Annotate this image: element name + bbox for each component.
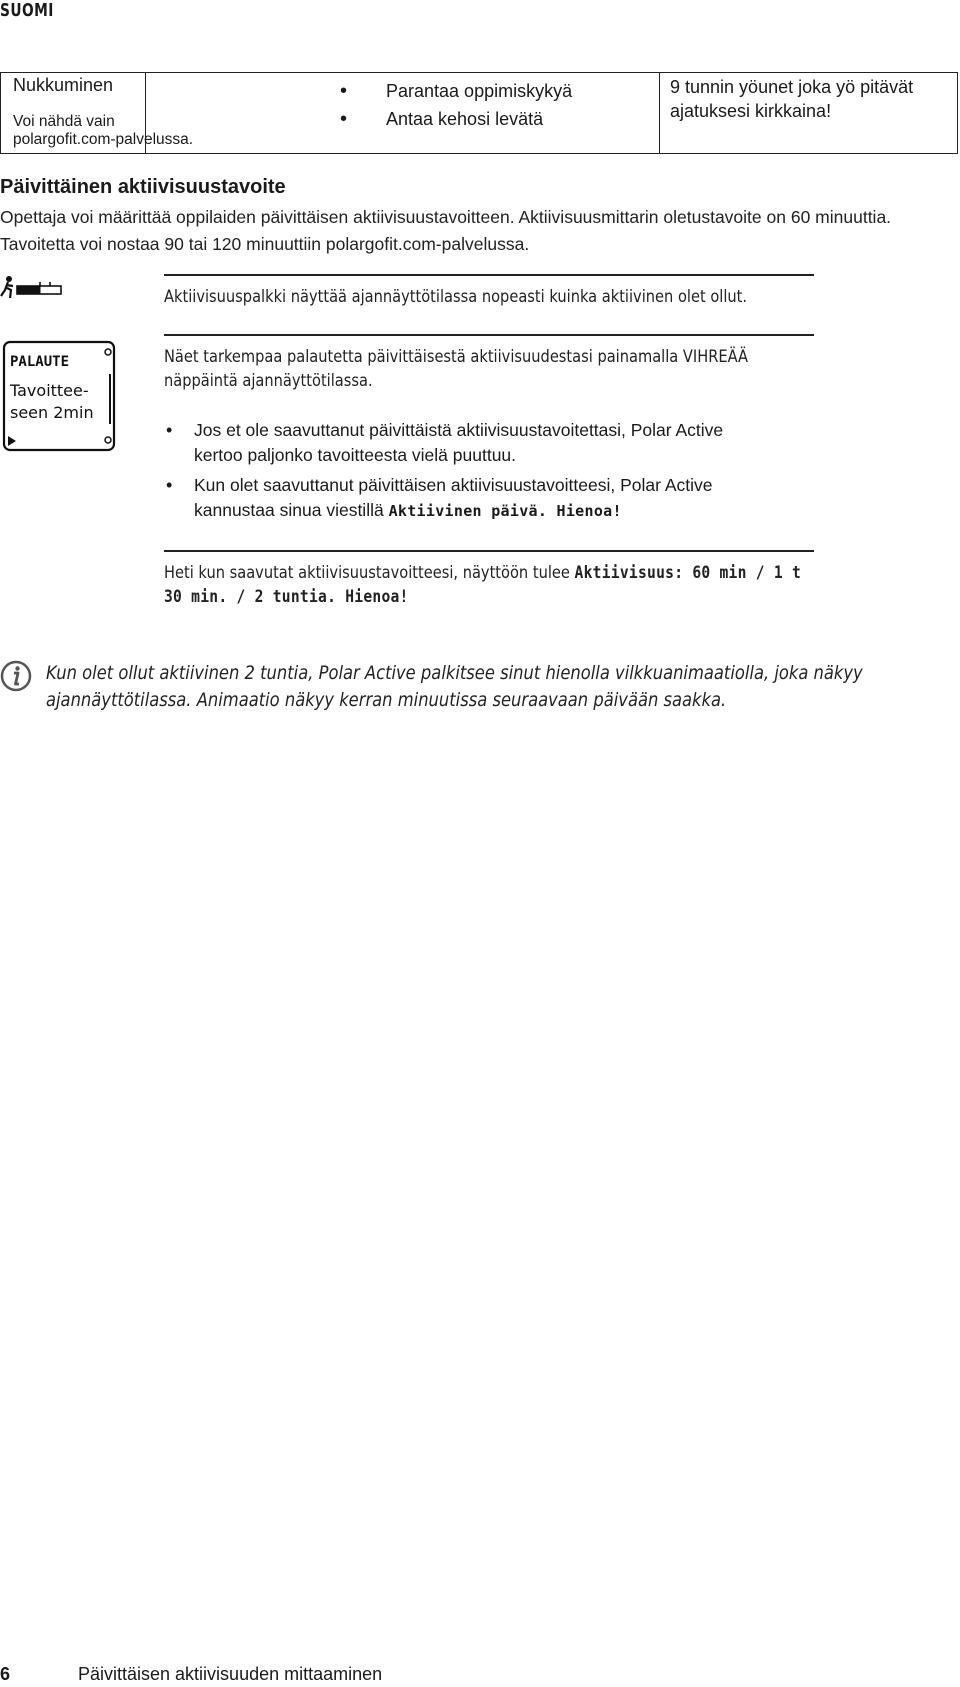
sleep-note-line1: Voi nähdä vain [13, 113, 115, 130]
watch-title: PALAUTE [10, 354, 70, 370]
sleep-table-col1 [1, 73, 194, 153]
sleep-benefits-list [340, 77, 572, 133]
activity-bar-text: Aktiivisuuspalkki näyttää ajannäyttötilassa nopeasti kuinka aktiivinen olet ollut. [164, 287, 748, 307]
watch-line1: Tavoittee- [10, 381, 89, 400]
bullet2-line2 [194, 498, 824, 524]
goal-reached-line2 [164, 585, 409, 609]
sleep-note-line2: polargofit.com-palvelussa. [13, 131, 194, 148]
divider [164, 274, 814, 276]
bullet1-line2: kertoo paljonko tavoitteesta vielä puuttuu. [194, 445, 517, 465]
section-body: Opettaja voi määrittää oppilaiden päivittäisen aktiivisuustavoitteen. Aktiivisuusmittarin oletustavoite on 60 minuuttia. Tavoitetta voi nostaa 90 tai 120 minuuttiin polargofit.com-palvelussa. [0, 207, 892, 254]
page-number: 6 [0, 1664, 11, 1684]
divider [164, 550, 814, 552]
divider [164, 334, 814, 336]
note-line1: Kun olet ollut aktiivinen 2 tuntia, Polar Active palkitsee sinut hienolla vilkkuanimaatiolla, joka näkyy [46, 662, 863, 684]
footer-title: Päivittäisen aktiivisuuden mittaaminen [78, 1664, 383, 1684]
section-title: Päivittäinen aktiivisuustavoite [0, 176, 286, 198]
feedback-line2: näppäintä ajannäyttötilassa. [164, 371, 373, 391]
info-note [46, 660, 906, 714]
lcd-message: Aktiivinen päivä. Hienoa! [388, 502, 622, 520]
feedback-bullets [164, 418, 824, 529]
page-header-language: SUOMI [0, 0, 54, 21]
sleep-table-col2 [146, 73, 660, 153]
note-line2: ajannäyttötilassa. Animaatio näkyy kerran minuutissa seuraavaan päivään saakka. [46, 689, 727, 711]
lcd-message: Aktiivisuus: 60 min / 1 t [574, 563, 802, 583]
watch-line2: seen 2min [10, 403, 94, 422]
watch-display-icon [0, 338, 118, 456]
goal-reached-line1 [164, 561, 801, 585]
sleep-table [0, 72, 958, 154]
activity-bar-icon [0, 276, 64, 302]
sleep-tip: 9 tunnin yöunet joka yö pitävät ajatuksesi kirkkaina! [670, 77, 914, 121]
bullet2-prefix: kannustaa sinua viestillä [194, 500, 389, 520]
list-item [164, 473, 824, 524]
lcd-message: 30 min. / 2 tuntia. Hienoa! [164, 587, 409, 607]
info-icon [0, 660, 32, 692]
list-item: • Antaa kehosi levätä [340, 105, 572, 133]
sleep-table-col3 [660, 73, 957, 153]
goal-reached-prefix: Heti kun saavutat aktiivisuustavoitteesi, näyttöön tulee [164, 563, 575, 583]
list-item: • Parantaa oppimiskykyä [340, 77, 572, 105]
sleep-title: Nukkuminen [13, 75, 114, 95]
bullet2-line1: • Kun olet saavuttanut päivittäisen aktiivisuustavoitteesi, Polar Active [194, 475, 713, 495]
bullet1-line1: • Jos et ole saavuttanut päivittäistä aktiivisuustavoitettasi, Polar Active [194, 420, 724, 440]
list-item [164, 418, 824, 468]
feedback-line1: Näet tarkempaa palautetta päivittäisestä aktiivisuudestasi painamalla VIHREÄÄ [164, 347, 749, 367]
